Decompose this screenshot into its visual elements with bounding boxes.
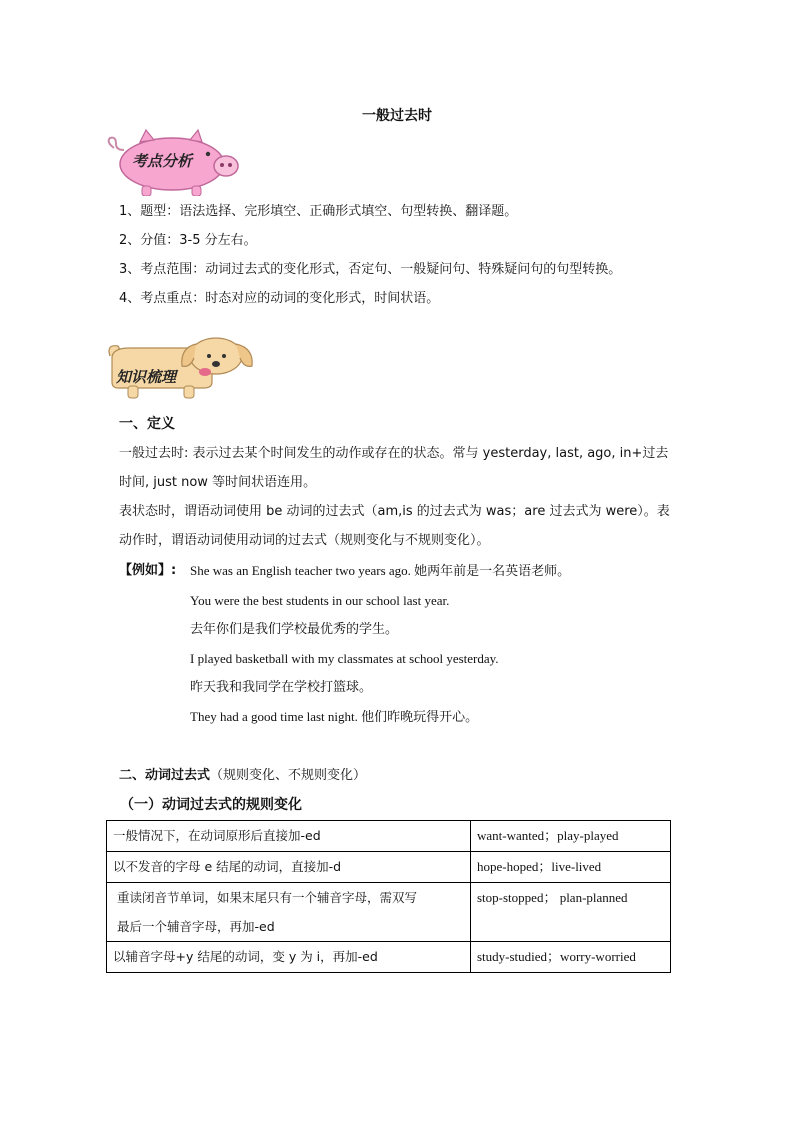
table-row	[107, 852, 671, 883]
subsection-heading: （一）动词过去式的规则变化	[120, 797, 302, 813]
section-heading: 一、定义	[119, 416, 175, 432]
analysis-line-2: 2、分值：3-5 分左右。	[119, 233, 257, 248]
section-heading	[119, 767, 366, 785]
section-heading-bold: 二、动词过去式	[119, 768, 211, 783]
rules-table	[106, 820, 671, 973]
example-cell: stop-stopped； plan-planned	[471, 883, 671, 942]
badge-label: 知识梳理	[116, 368, 177, 386]
paragraph-line: 表状态时，谓语动词使用 be 动词的过去式（am,is 的过去式为 was；are 过去式为 were）。表	[119, 504, 670, 519]
example-line: 去年你们是我们学校最优秀的学生。	[190, 622, 399, 637]
paragraph-line: 一般过去时: 表示过去某个时间发生的动作或存在的状态。常与 yesterday, last, ago, in+过去	[119, 446, 669, 461]
rule-cell: 一般情况下，在动词原形后直接加-ed	[107, 821, 471, 852]
example-label: 【例如】:	[119, 563, 177, 578]
example-line: They had a good time last night. 他们昨晚玩得开心。	[190, 709, 479, 724]
rule-cell	[107, 883, 471, 942]
dog-badge	[104, 334, 260, 400]
analysis-line-4: 4、考点重点：时态对应的动词的变化形式，时间状语。	[119, 291, 440, 306]
rule-cell: 以不发音的字母 e 结尾的动词，直接加-d	[107, 852, 471, 883]
example-line: You were the best students in our school last year.	[190, 593, 450, 608]
table-row	[107, 883, 671, 942]
table-row	[107, 821, 671, 852]
paragraph-line: 动作时，谓语动词使用动词的过去式（规则变化与不规则变化）。	[119, 533, 490, 548]
paragraph-line: 时间, just now 等时间状语连用。	[119, 475, 317, 490]
rule-cell: 以辅音字母+y 结尾的动词，变 y 为 i，再加-ed	[107, 942, 471, 973]
analysis-line-1: 1、题型：语法选择、完形填空、正确形式填空、句型转换、翻译题。	[119, 204, 518, 219]
pig-badge	[100, 128, 245, 196]
badge-label: 考点分析	[132, 152, 193, 170]
example-cell: study-studied；worry-worried	[471, 942, 671, 973]
example-line: I played basketball with my classmates at school yesterday.	[190, 651, 499, 666]
example-cell: hope-hoped；live-lived	[471, 852, 671, 883]
rule-line: 重读闭音节单词，如果末尾只有一个辅音字母，需双写	[117, 890, 418, 905]
table-row	[107, 942, 671, 973]
section-heading-rest: （规则变化、不规则变化）	[210, 768, 367, 783]
rule-line: 最后一个辅音字母，再加-ed	[117, 919, 275, 934]
example-cell: want-wanted；play-played	[471, 821, 671, 852]
analysis-line-3: 3、考点范围：动词过去式的变化形式，否定句、一般疑问句、特殊疑问句的句型转换。	[119, 262, 622, 277]
page-title: 一般过去时	[362, 108, 432, 124]
example-line: 昨天我和我同学在学校打篮球。	[190, 680, 373, 695]
example-line: She was an English teacher two years ago. 她两年前是一名英语老师。	[190, 563, 571, 578]
